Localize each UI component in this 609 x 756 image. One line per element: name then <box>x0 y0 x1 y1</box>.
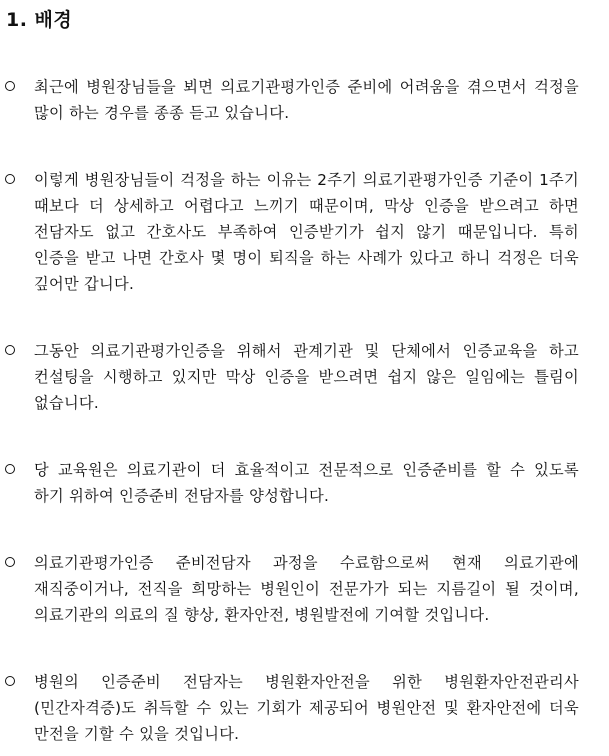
circle-bullet-icon <box>5 676 15 686</box>
circle-bullet-icon <box>5 174 15 184</box>
circle-bullet-icon <box>5 81 15 91</box>
paragraph-text: 당 교육원은 의료기관이 더 효율적이고 전문적으로 인증준비를 할 수 있도록 하기 위하여 인증준비 전담자를 양성합니다. <box>34 461 579 505</box>
circle-bullet-icon <box>5 557 15 567</box>
circle-bullet-icon <box>5 464 15 474</box>
circle-bullet-icon <box>5 345 15 355</box>
paragraph-text: 병원의 인증준비 전담자는 병원환자안전을 위한 병원환자안전관리사(민간자격증)도 취득할 수 있는 기회가 제공되어 병원안전 및 환자안전에 더욱 만전을 기할 수 있을 것입니다. <box>34 673 579 743</box>
paragraph-4 <box>4 457 579 509</box>
paragraph-text: 최근에 병원장님들을 뵈면 의료기관평가인증 준비에 어려움을 겪으면서 걱정을 많이 하는 경우를 종종 듣고 있습니다. <box>34 78 579 122</box>
paragraph-6 <box>4 669 579 747</box>
section-heading: 1. 배경 <box>6 9 73 31</box>
paragraph-1 <box>4 74 579 126</box>
paragraph-text: 이렇게 병원장님들이 걱정을 하는 이유는 2주기 의료기관평가인증 기준이 1주기 때보다 더 상세하고 어렵다고 느끼기 때문이며, 막상 인증을 받으려고 하면 전담자도 없고 간호사도 부족하여 인증받기가 쉽지 않기 때문입니다. 특히 인증을 받고 나면 간호사 몇 명이 퇴직을 하는 사례가 있다고 하니 걱정은 더욱 깊어만 갑니다. <box>34 171 579 293</box>
paragraph-2 <box>4 167 579 297</box>
paragraph-5 <box>4 550 579 628</box>
paragraph-text: 그동안 의료기관평가인증을 위해서 관계기관 및 단체에서 인증교육을 하고 컨설팅을 시행하고 있지만 막상 인증을 받으려면 쉽지 않은 일임에는 틀림이 없습니다. <box>34 342 579 412</box>
paragraph-3 <box>4 338 579 416</box>
paragraph-text: 의료기관평가인증 준비전담자 과정을 수료함으로써 현재 의료기관에 재직중이거나, 전직을 희망하는 병원인이 전문가가 되는 지름길이 될 것이며, 의료기관의 의료의 질 향상, 환자안전, 병원발전에 기여할 것입니다. <box>34 554 579 624</box>
